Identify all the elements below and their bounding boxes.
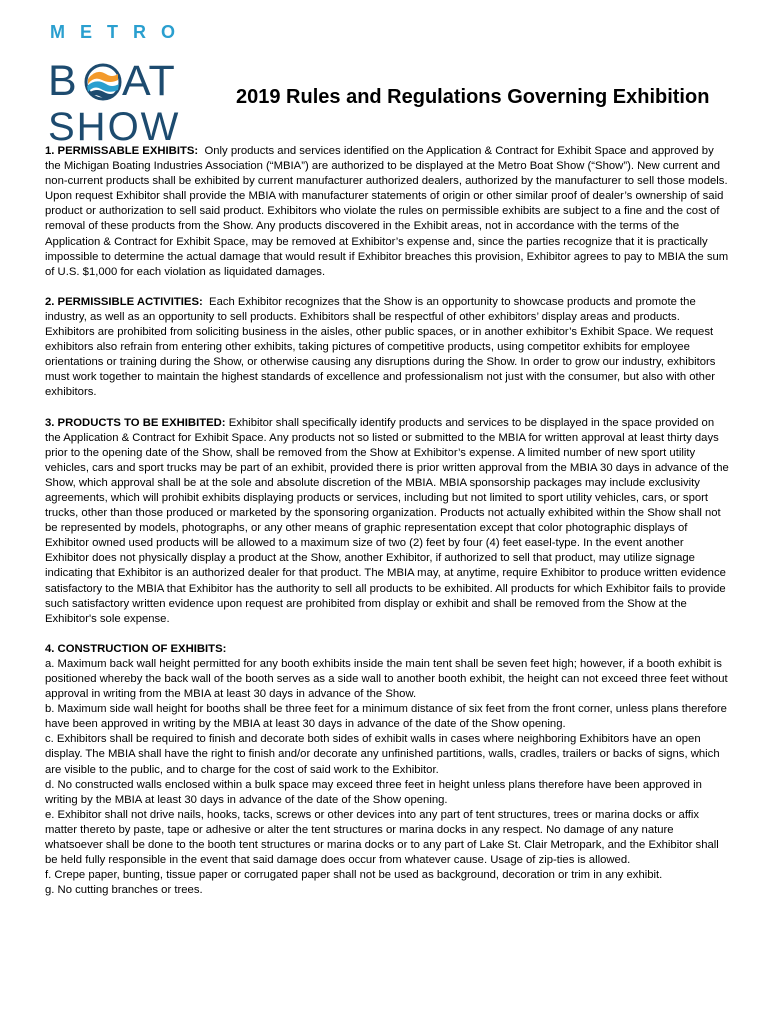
list-item: e. Exhibitor shall not drive nails, hooks, tacks, screws or other devices into any part of tent structures, trees or marina docks or affix matter thereto by paste, tape or adhesive or alter the tent structures or marina docks in any respect. No damage of any nature whatsoever shall be done to the booth tent structures or marina docks or to any part of Lake St. Clair Metropark, and the Exhibitor shall be held fully responsible in the event that said damage does occur from whatever cause. Usage of zip-ties is allowed. <box>45 808 719 867</box>
list-item: d. No constructed walls enclosed within a bulk space may exceed three feet in height unless plans therefore have been approved in writing by the MBIA at least 30 days in advance of the date of the Show opening. <box>45 778 702 806</box>
logo-show-text: SHOW <box>48 105 181 149</box>
rules-content <box>45 144 730 898</box>
section-body: Only products and services identified on the Application & Contract for Exhibit Space and approved by the Michigan Boating Industries Association (“MBIA”) are authorized to be displayed at the Metro Boat Show (“Show”). New current and non-current products shall be exhibited by current manufacturer authorized dealers, authorized by the manufacturer to sell those models. Upon request Exhibitor shall provide the MBIA with manufacturer statements of origin or other similar proof of dealer’s ownership of said product or authorization to sell said product. Exhibitors who violate the rules on permissible exhibits are subject to a fine and the cost of removal of these products from the Show. Any products discovered in the Exhibit areas, not in accordance with the terms of the Application & Contract for Exhibit Space, may be removed at Exhibitor’s expense and, since the parties recognize that it is practically impossible to determine the actual damage that would result if Exhibitor breaches this provision, Exhibitor agrees to pay to MBIA the sum of U.S. $1,000 for each violation as liquidated damages. <box>45 145 729 278</box>
section-heading: 4. CONSTRUCTION OF EXHIBITS: <box>45 642 227 655</box>
list-item: f. Crepe paper, bunting, tissue paper or corrugated paper shall not be used as background, decoration or trim in any exhibit. <box>45 869 663 882</box>
section-body: Each Exhibitor recognizes that the Show is an opportunity to showcase products and promote the industry, as well as an opportunity to sell products. Exhibitors shall be respectful of other exhibitors’ display areas and products. Exhibitors are prohibited from soliciting business in the aisles, other public spaces, or in another exhibitor’s Exhibit Space. We request exhibitors also refrain from entering other exhibits, taking pictures of competitive products, using competitor exhibits for employee orientations or training during the Show, or otherwise causing any disruptions during the Show. In order to grow our industry, exhibitors must work together to maintain the highest standards of excellence and professionalism not just with the consumer, but also with other exhibitors. <box>45 295 716 399</box>
logo-boat-at: AT <box>122 57 176 105</box>
wave-icon <box>84 62 122 102</box>
list-item: g. No cutting branches or trees. <box>45 884 203 897</box>
section-permissible-activities <box>45 295 730 401</box>
section-products-to-be-exhibited <box>45 416 730 627</box>
section-construction-of-exhibits <box>45 642 730 899</box>
section-permissable-exhibits <box>45 144 730 280</box>
metro-boat-show-logo <box>44 20 190 149</box>
list-item: a. Maximum back wall height permitted for any booth exhibits inside the main tent shall be seven feet high; however, if a booth exhibit is positioned whereby the back wall of the booth serves as a side wall to another booth exhibit, the height can not exceed three feet without approval in writing from the MBIA at least 30 days in advance of the Show. <box>45 657 728 701</box>
logo-boat-b: B <box>48 57 78 105</box>
section-heading: 2. PERMISSIBLE ACTIVITIES: <box>45 295 203 308</box>
section-heading: 1. PERMISSABLE EXHIBITS: <box>45 145 199 157</box>
logo-metro-text: METRO <box>50 22 190 42</box>
section-heading: 3. PRODUCTS TO BE EXHIBITED: <box>45 416 226 429</box>
page-title: 2019 Rules and Regulations Governing Exhibition <box>236 86 710 108</box>
list-item: c. Exhibitors shall be required to finish and decorate both sides of exhibit walls in cases where neighboring Exhibitors have an open display. The MBIA shall have the right to finish and/or decorate any unfinished partitions, walls, cradles, trailers or backs of signs, which are visible to the public, and to charge for the cost of said work to the Exhibitor. <box>45 733 720 776</box>
list-item: b. Maximum side wall height for booths shall be three feet for a minimum distance of six feet from the front corner, unless plans therefore have been approved in writing by the MBIA at least 30 days in advance of the date of the Show opening. <box>45 703 727 731</box>
section-body: Exhibitor shall specifically identify products and services to be displayed in the space provided on the Application & Contract for Exhibit Space. Any products not so listed or submitted to the MBIA for written approval at least thirty days prior to the opening date of the Show, shall be removed from the Show at Exhibitor’s expense. A limited number of new sport utility vehicles, cars and sport trucks may be part of an exhibit, provided there is prior written approval from the MBIA 30 days in advance of the Show, which approval shall be at the sole and absolute discretion of the MBIA. MBIA sponsorship packages may include exclusivity agreements, which will prohibit exhibits displaying products or services, including but not limited to sport utility vehicles, cars, or sport trucks, other than those produced or marketed by the sponsoring organization. Products not actually exhibited within the Show shall not be represented by models, photographs, or any other means of graphic representation except that color photographic displays of Exhibitor owned used products will be allowed to a maximum size of two (2) feet by four (4) feet easel-type. In the event another Exhibitor does not physically display a product at the Show, another Exhibitor, if authorized to sell that product, may utilize signage indicating that Exhibitor is an authorized dealer for that product. The MBIA may, at anytime, require Exhibitor to produce written evidence satisfactory to the MBIA that Exhibitor has the authority to sell all products to be exhibited. All products for which Exhibitor fails to provide such satisfactory written evidence upon request are prohibited from display or exhibit and shall be removed from the Show at the Exhibitor's sole expense. <box>45 416 729 625</box>
